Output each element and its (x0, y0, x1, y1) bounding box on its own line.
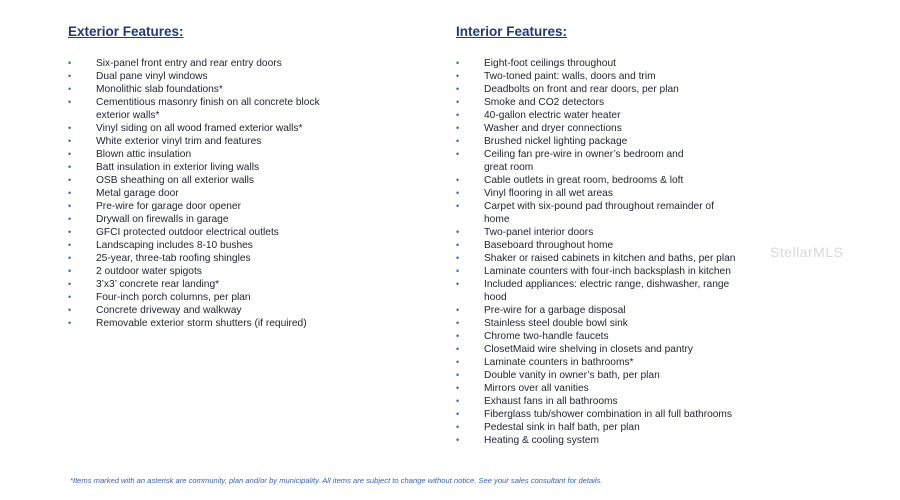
bullet-icon: • (456, 305, 460, 315)
feature-item (68, 70, 320, 83)
feature-item-text: Laminate counters in bathrooms* (484, 357, 634, 368)
feature-item (68, 135, 320, 148)
feature-item-text: Laminate counters with four-inch backsplash in kitchen (484, 266, 731, 277)
feature-item-text: Pre-wire for garage door opener (96, 201, 241, 212)
feature-item (68, 174, 320, 187)
feature-item (456, 395, 735, 408)
feature-item (456, 421, 735, 434)
bullet-icon: • (456, 253, 460, 263)
feature-item-text: Dual pane vinyl windows (96, 71, 208, 82)
feature-item-text: Metal garage door (96, 188, 179, 199)
feature-item-text: Six-panel front entry and rear entry doors (96, 58, 282, 69)
bullet-icon: • (456, 318, 460, 328)
feature-item (456, 408, 735, 421)
feature-item (456, 70, 735, 83)
bullet-icon: • (68, 305, 72, 315)
bullet-icon: • (68, 227, 72, 237)
bullet-icon: • (68, 71, 72, 81)
bullet-icon: • (456, 84, 460, 94)
feature-item (456, 356, 735, 369)
feature-item (68, 187, 320, 200)
feature-item (456, 291, 735, 304)
feature-item-text: Fiberglass tub/shower combination in all full bathrooms (484, 409, 733, 420)
feature-item (68, 161, 320, 174)
bullet-icon: • (68, 253, 72, 263)
feature-item (68, 278, 320, 291)
feature-item-text: White exterior vinyl trim and features (96, 136, 262, 147)
bullet-icon: • (456, 331, 460, 341)
feature-item (68, 226, 320, 239)
feature-item (456, 343, 735, 356)
feature-item-text: Pedestal sink in half bath, per plan (484, 422, 640, 433)
feature-item-text: Brushed nickel lighting package (484, 136, 628, 147)
bullet-icon: • (456, 266, 460, 276)
bullet-icon: • (456, 188, 460, 198)
feature-item-text: Baseboard throughout home (484, 240, 614, 251)
feature-item-text: Batt insulation in exterior living walls (96, 162, 260, 173)
feature-item-text: 40-gallon electric water heater (484, 110, 621, 121)
feature-item (456, 122, 735, 135)
bullet-icon: • (456, 422, 460, 432)
feature-item (68, 96, 320, 109)
bullet-icon: • (68, 201, 72, 211)
bullet-icon: • (456, 357, 460, 367)
feature-item-text: Shaker or raised cabinets in kitchen and baths, per plan (484, 253, 736, 264)
bullet-icon: • (456, 396, 460, 406)
feature-item-text: Mirrors over all vanities (484, 383, 589, 394)
exterior-features-list (68, 57, 320, 330)
feature-item-text: Smoke and CO2 detectors (484, 97, 605, 108)
feature-item (456, 434, 735, 447)
bullet-icon: • (68, 214, 72, 224)
feature-item (68, 252, 320, 265)
feature-item (456, 369, 735, 382)
bullet-icon: • (68, 188, 72, 198)
feature-item-text: home (484, 214, 510, 225)
bullet-icon: • (456, 279, 460, 289)
feature-item (68, 265, 320, 278)
bullet-icon: • (68, 97, 72, 107)
feature-item (456, 200, 735, 213)
feature-item (456, 278, 735, 291)
feature-item (68, 83, 320, 96)
feature-item (68, 213, 320, 226)
bullet-icon: • (456, 110, 460, 120)
watermark: StellarMLS (770, 244, 844, 260)
bullet-icon: • (68, 240, 72, 250)
feature-item-text: Exhaust fans in all bathrooms (484, 396, 618, 407)
bullet-icon: • (68, 292, 72, 302)
feature-item (456, 96, 735, 109)
feature-item-text: Vinyl siding on all wood framed exterior walls* (96, 123, 303, 134)
feature-item-text: Landscaping includes 8-10 bushes (96, 240, 253, 251)
feature-item-text: Concrete driveway and walkway (96, 305, 242, 316)
feature-item (68, 200, 320, 213)
interior-features-heading: Interior Features: (456, 24, 568, 39)
feature-item (68, 109, 320, 122)
feature-item (456, 174, 735, 187)
feature-item (456, 57, 735, 70)
bullet-icon: • (68, 318, 72, 328)
bullet-icon: • (68, 136, 72, 146)
bullet-icon: • (456, 175, 460, 185)
feature-item (68, 291, 320, 304)
bullet-icon: • (456, 344, 460, 354)
feature-item (456, 317, 735, 330)
feature-item-text: hood (484, 292, 507, 303)
bullet-icon: • (456, 383, 460, 393)
bullet-icon: • (68, 175, 72, 185)
feature-item-text: Cable outlets in great room, bedrooms & loft (484, 175, 684, 186)
feature-item-text: Vinyl flooring in all wet areas (484, 188, 613, 199)
feature-item-text: Monolithic slab foundations* (96, 84, 223, 95)
feature-item-text: Deadbolts on front and rear doors, per plan (484, 84, 679, 95)
bullet-icon: • (68, 279, 72, 289)
feature-item (456, 252, 735, 265)
feature-item (456, 265, 735, 278)
feature-item-text: GFCI protected outdoor electrical outlets (96, 227, 279, 238)
feature-item-text: exterior walls* (96, 110, 160, 121)
feature-item-text: 2 outdoor water spigots (96, 266, 202, 277)
feature-item (68, 148, 320, 161)
feature-item (68, 239, 320, 252)
feature-item (456, 239, 735, 252)
feature-item-text: 3’x3’ concrete rear landing* (96, 279, 220, 290)
feature-item-text: Heating & cooling system (484, 435, 599, 446)
feature-item (456, 330, 735, 343)
feature-item-text: Pre-wire for a garbage disposal (484, 305, 626, 316)
feature-item (68, 57, 320, 70)
footnote: *Items marked with an asterisk are community, plan and/or by municipality. All items are subject to change without notice. See your sales consultant for details. (70, 476, 603, 485)
bullet-icon: • (456, 71, 460, 81)
feature-item-text: Chrome two-handle faucets (484, 331, 609, 342)
bullet-icon: • (68, 84, 72, 94)
feature-item (456, 148, 735, 161)
feature-item-text: Two-panel interior doors (484, 227, 594, 238)
bullet-icon: • (456, 97, 460, 107)
bullet-icon: • (68, 162, 72, 172)
bullet-icon: • (456, 435, 460, 445)
bullet-icon: • (68, 149, 72, 159)
feature-item-text: 25-year, three-tab roofing shingles (96, 253, 251, 264)
exterior-features-heading: Exterior Features: (68, 24, 184, 39)
bullet-icon: • (68, 123, 72, 133)
bullet-icon: • (456, 58, 460, 68)
feature-item (68, 304, 320, 317)
bullet-icon: • (456, 149, 460, 159)
feature-item (68, 122, 320, 135)
feature-item (456, 382, 735, 395)
bullet-icon: • (68, 58, 72, 68)
feature-item-text: Removable exterior storm shutters (if required) (96, 318, 307, 329)
feature-item (456, 226, 735, 239)
feature-item-text: Carpet with six-pound pad throughout remainder of (484, 201, 714, 212)
feature-item-text: Two-toned paint: walls, doors and trim (484, 71, 656, 82)
feature-item-text: ClosetMaid wire shelving in closets and pantry (484, 344, 693, 355)
bullet-icon: • (456, 123, 460, 133)
feature-item (456, 109, 735, 122)
feature-item-text: Blown attic insulation (96, 149, 192, 160)
feature-item (68, 317, 320, 330)
feature-item (456, 304, 735, 317)
feature-item-text: Eight-foot ceilings throughout (484, 58, 616, 69)
bullet-icon: • (456, 240, 460, 250)
bullet-icon: • (456, 136, 460, 146)
feature-item (456, 161, 735, 174)
feature-item-text: Washer and dryer connections (484, 123, 622, 134)
feature-item-text: Cementitious masonry finish on all concrete block (96, 97, 320, 108)
feature-item-text: Double vanity in owner’s bath, per plan (484, 370, 660, 381)
feature-item (456, 213, 735, 226)
feature-item (456, 83, 735, 96)
bullet-icon: • (456, 370, 460, 380)
feature-item-text: Included appliances: electric range, dishwasher, range (484, 279, 730, 290)
feature-item-text: OSB sheathing on all exterior walls (96, 175, 254, 186)
feature-item-text: great room (484, 162, 534, 173)
feature-item-text: Four-inch porch columns, per plan (96, 292, 251, 303)
bullet-icon: • (68, 266, 72, 276)
feature-item (456, 187, 735, 200)
interior-features-list (456, 57, 735, 447)
bullet-icon: • (456, 227, 460, 237)
feature-item-text: Drywall on firewalls in garage (96, 214, 229, 225)
feature-item-text: Stainless steel double bowl sink (484, 318, 628, 329)
feature-item (456, 135, 735, 148)
feature-item-text: Ceiling fan pre-wire in owner’s bedroom and (484, 149, 684, 160)
bullet-icon: • (456, 201, 460, 211)
bullet-icon: • (456, 409, 460, 419)
